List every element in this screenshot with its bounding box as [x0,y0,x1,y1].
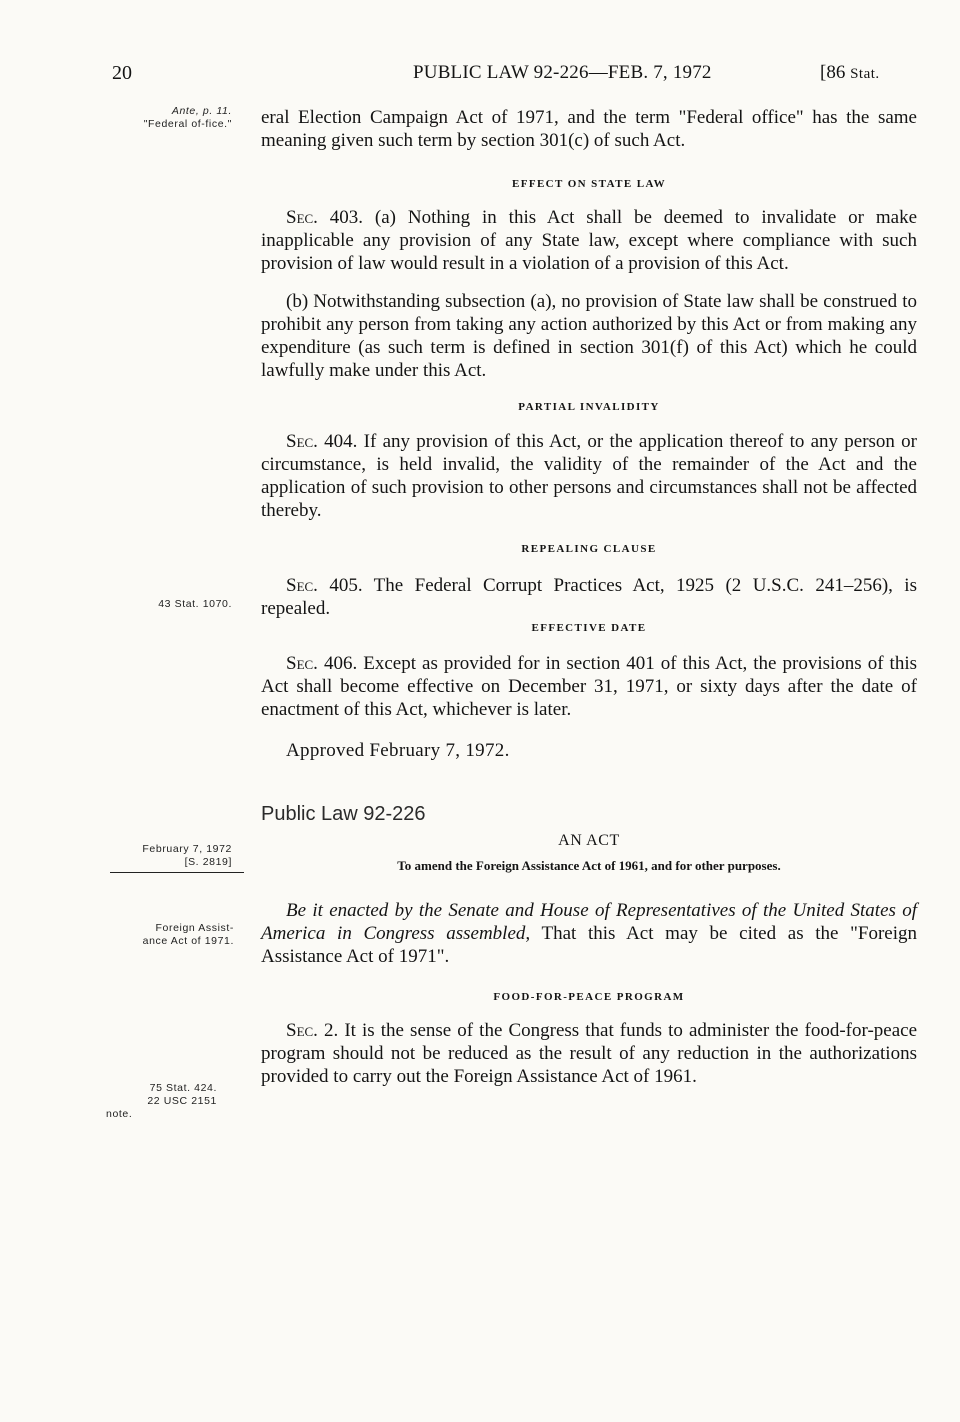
stat-volume: [86 [820,62,846,83]
section-404 [261,430,917,522]
long-title: To amend the Foreign Assistance Act of 1961, and for other purposes. [397,858,781,873]
margin-note-43-stat: 43 Stat. 1070. [158,598,232,610]
heading-partial-invalidity: PARTIAL INVALIDITY [518,401,660,413]
enacting-clause [261,899,917,968]
heading-effective-date: EFFECTIVE DATE [531,622,647,634]
heading-effect-on-state-law: EFFECT ON STATE LAW [511,178,667,190]
continuation-paragraph: eral Election Campaign Act of 1971, and the term "Federal office" has the same meaning given such term by section 301(c) of such Act. [261,107,917,151]
heading-repealing-clause: REPEALING CLAUSE [521,543,657,555]
margin-note-75-stat-line2: 22 USC 2151 [147,1095,217,1107]
an-act-heading: AN ACT [558,832,620,849]
margin-note-75-stat-line3: note. [106,1108,133,1120]
public-law-title: Public Law 92-226 [261,803,426,825]
margin-note-ante-ref: Ante, p. 11. [171,105,232,117]
margin-note-75-stat [80,1082,217,1121]
section-405-label: Sec. 405. [286,575,363,596]
section-403-a-text: (a) Nothing in this Act shall be deemed to invalidate or make inapplicable any provision of any State law, except where compliance with such provision of law would result in a violation of a provision of this Act. [261,207,917,274]
section-403-label: Sec. 403. [286,207,364,228]
section-403-b: (b) Notwithstanding subsection (a), no provision of State law shall be construed to prohibit any person from taking any action authorized by this Act or from making any expenditure (as such term is defined in section 301(f) of this Act) which he could lawfully make under this Act. [261,291,917,381]
margin-note-foreign-assistance [100,922,234,948]
margin-rule [110,872,244,873]
running-title: PUBLIC LAW 92-226—FEB. 7, 1972 [413,62,712,83]
margin-note-ante [100,105,232,131]
section-405-text: The Federal Corrupt Practices Act, 1925 (2 U.S.C. 241–256), is repealed. [261,575,917,619]
margin-note-foreign-assistance-line2: ance Act of 1971. [142,935,234,947]
heading-food-for-peace: FOOD-FOR-PEACE PROGRAM [493,991,685,1003]
margin-note-federal-office: "Federal of-fice." [143,118,232,130]
section-403-a [261,206,917,275]
section-404-label: Sec. 404. [286,431,358,452]
section-406-label: Sec. 406. [286,653,358,674]
page-number: 20 [112,62,132,84]
margin-note-date [100,843,232,869]
margin-note-date-line: February 7, 1972 [142,843,232,855]
stat-label: Stat. [850,66,880,82]
section-2-label: Sec. 2. [286,1020,339,1041]
section-2 [261,1019,917,1088]
approval-line: Approved February 7, 1972. [286,740,510,761]
margin-note-bill-number: [S. 2819] [184,856,232,868]
section-2-text: It is the sense of the Congress that funds to administer the food-for-peace program should not be reduced as the result of any reduction in the authorizations provided to carry out the Foreign Assistance Act of 1961. [261,1020,917,1087]
statute-reference [820,62,880,84]
section-406 [261,652,917,721]
short-title-text: That this Act may be cited as the "Foreign Assistance Act of 1971". [261,923,917,967]
margin-note-75-stat-line1: 75 Stat. 424. [149,1082,217,1094]
margin-note-foreign-assistance-line1: Foreign Assist- [155,922,234,934]
section-404-text: If any provision of this Act, or the application thereof to any person or circumstance, is held invalid, the validity of the remainder of the Act and the application of such provision to other persons and circumstances shall not be affected thereby. [261,431,917,521]
section-405 [261,574,917,620]
enacting-formula: Be it enacted by the Senate and House of Representatives of the United States of America in Congress assembled, [261,900,917,944]
section-406-text: Except as provided for in section 401 of this Act, the provisions of this Act shall become effective on December 31, 1971, or sixty days after the date of enactment of this Act, whichever is later. [261,653,917,720]
